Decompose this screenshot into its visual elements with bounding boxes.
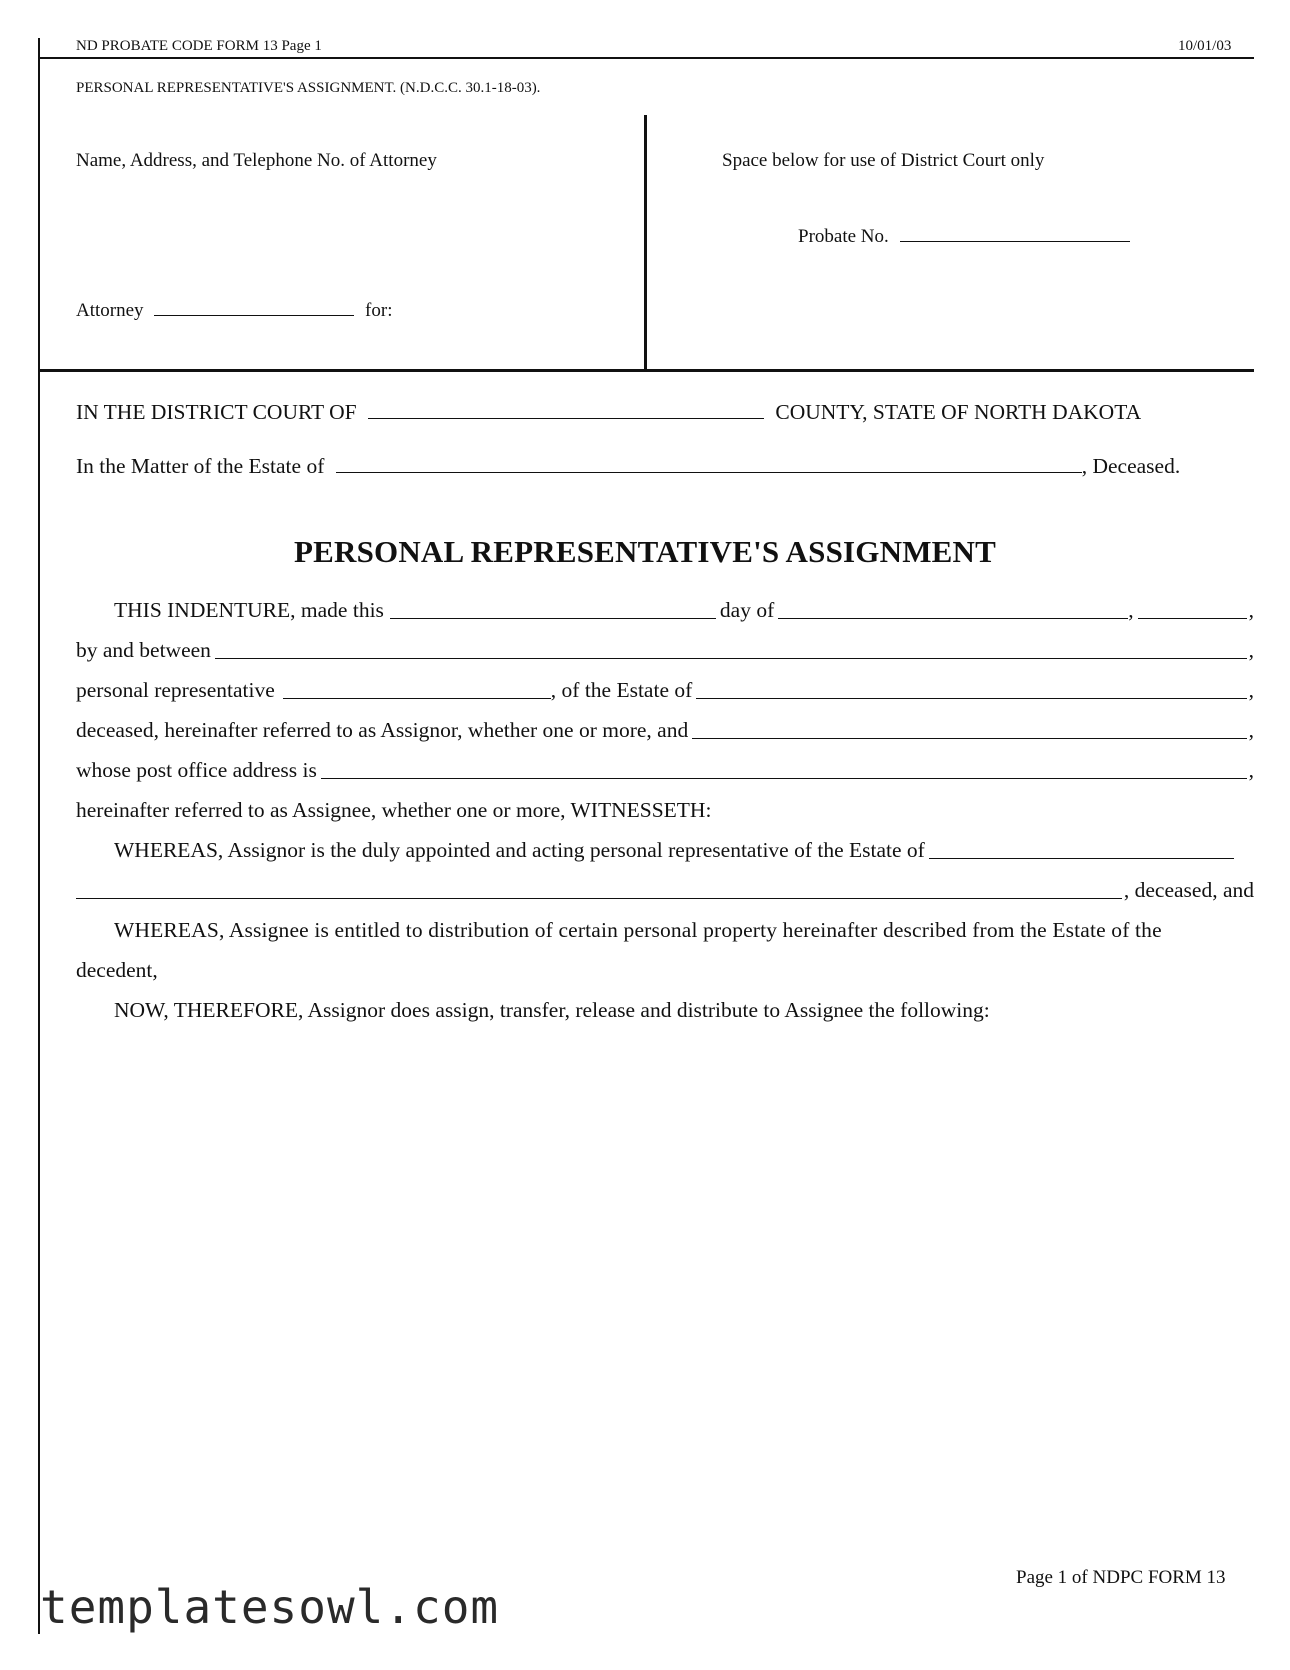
address-text: whose post office address is	[76, 758, 317, 782]
pr-name-field[interactable]	[283, 680, 551, 699]
attorney-for-field[interactable]	[154, 297, 354, 316]
body-line-4	[76, 718, 1254, 743]
day-of-text: day of	[719, 598, 775, 622]
body-line-7	[114, 838, 1236, 863]
attorney-box-label: Name, Address, and Telephone No. of Attorney	[76, 150, 437, 171]
witnesseth-text: hereinafter referred to as Assignee, whether one or more, WITNESSETH:	[76, 798, 712, 822]
body-line-3	[76, 678, 1254, 703]
county-field[interactable]	[368, 400, 764, 419]
body-line-1	[114, 598, 1254, 623]
footer-page-label: Page 1 of NDPC FORM 13	[1016, 1567, 1226, 1588]
form-date: 10/01/03	[1178, 38, 1232, 54]
caption-rule	[38, 369, 1254, 372]
estate-suffix: , Deceased.	[1081, 454, 1181, 478]
document-title: PERSONAL REPRESENTATIVE'S ASSIGNMENT	[293, 534, 996, 569]
left-margin-rule	[38, 38, 40, 1634]
court-prefix: IN THE DISTRICT COURT OF	[76, 400, 357, 424]
assignee-name-field[interactable]	[692, 720, 1246, 739]
court-box-label: Space below for use of District Court only	[722, 150, 1045, 171]
probate-number-field[interactable]	[900, 223, 1130, 242]
month-field[interactable]	[778, 600, 1128, 619]
body-line-10: decedent,	[76, 958, 158, 982]
comma: ,	[1248, 638, 1254, 662]
comma: ,	[1128, 598, 1134, 622]
estate-line	[76, 454, 1180, 479]
form-id: ND PROBATE CODE FORM 13 Page 1	[76, 38, 322, 54]
pr-text: personal representative	[76, 678, 275, 702]
year-field[interactable]	[1138, 600, 1247, 619]
day-field[interactable]	[390, 600, 716, 619]
header-rule	[38, 57, 1254, 59]
between-field[interactable]	[215, 640, 1247, 659]
address-field[interactable]	[321, 760, 1247, 779]
attorney-prefix: Attorney	[76, 300, 144, 321]
body-line-5	[76, 758, 1254, 783]
watermark: templatesowl.com	[40, 1580, 500, 1634]
form-caption: PERSONAL REPRESENTATIVE'S ASSIGNMENT. (N.D.C.C. 30.1-18-03).	[76, 80, 541, 96]
body-line-8	[76, 878, 1254, 903]
indenture-text: THIS INDENTURE, made this	[114, 598, 384, 622]
comma: ,	[1248, 758, 1254, 782]
assignor-text: deceased, hereinafter referred to as Assignor, whether one or more, and	[76, 718, 689, 742]
body-line-11: NOW, THEREFORE, Assignor does assign, transfer, release and distribute to Assignee the following:	[114, 998, 990, 1022]
probate-line	[798, 223, 1132, 248]
court-line	[76, 400, 1141, 425]
estate-of-text: , of the Estate of	[550, 678, 693, 702]
between-text: by and between	[76, 638, 211, 662]
attorney-suffix: for:	[365, 300, 393, 321]
box-divider	[644, 115, 647, 371]
body-line-2	[76, 638, 1254, 663]
comma: ,	[1248, 598, 1254, 622]
body-line-9: WHEREAS, Assignee is entitled to distribution of certain personal property hereinafter described from the Estate of the	[114, 918, 1162, 942]
body-line-6	[76, 798, 1254, 823]
whereas-1-text: WHEREAS, Assignor is the duly appointed and acting personal representative of the Estate of	[114, 838, 925, 862]
probate-label: Probate No.	[798, 226, 889, 247]
estate-prefix: In the Matter of the Estate of	[76, 454, 325, 478]
deceased-and-text: , deceased, and	[1123, 878, 1254, 902]
court-suffix: COUNTY, STATE OF NORTH DAKOTA	[775, 400, 1142, 424]
estate-name-field[interactable]	[336, 454, 1082, 473]
comma: ,	[1248, 678, 1254, 702]
comma: ,	[1248, 718, 1254, 742]
pr-estate-field[interactable]	[696, 680, 1246, 699]
attorney-line	[76, 297, 392, 322]
whereas-estate-field-cont[interactable]	[76, 880, 1122, 899]
whereas-estate-field[interactable]	[929, 840, 1234, 859]
